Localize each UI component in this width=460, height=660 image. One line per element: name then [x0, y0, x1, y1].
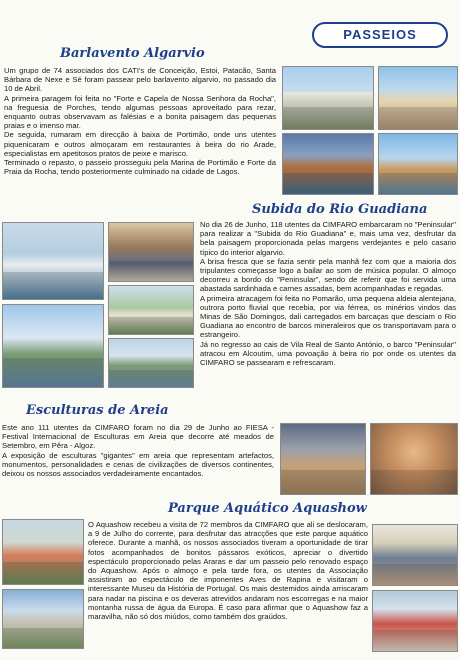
- paragraph: Este ano 111 utentes da CIMFARO foram no dia 29 de Junho ao FIESA - Festival Internacional de Esculturas em Areia que decorre até meados de Setembro, em Pêra - Algoz.: [2, 423, 274, 451]
- photo-aquashow-birds: [2, 519, 84, 585]
- section-title-barlavento: Barlavento Algarvio: [60, 46, 205, 61]
- photo-river-wide: [108, 338, 194, 388]
- paragraph: A primeira paragem foi feita no "Forte e Capela de Nossa Senhora da Rocha", na freguesia de Porches, tendo algumas pessoas aproveitado para rezar, enquanto outras observavam as falésias e a bonita paisagem das pequenas praias e o imenso mar.: [4, 93, 276, 131]
- photo-aquashow-group: [372, 590, 458, 652]
- photo-dock: [2, 304, 104, 388]
- section-title-esculturas: Esculturas de Areia: [26, 403, 169, 418]
- section-title-guadiana: Subida do Rio Guadiana: [252, 202, 428, 217]
- photo-chapel-group: [282, 66, 374, 130]
- section-title-aquashow: Parque Aquático Aquashow: [168, 501, 367, 516]
- paragraph: Terminado o repasto, o passeio prosseguiu pela Marina de Portimão e Forte da Praia da Rocha, tendo posteriormente culminado na cidade de Lagos.: [4, 158, 276, 177]
- paragraph: No dia 26 de Junho, 118 utentes da CIMFARO embarcaram no "Peninsular" para realizar a "Subida do Rio Guadiana" e, mais uma vez, desfrutar da bela paisagem proporcionada pelas margens verdejantes e pelo casario típico do interior algarvio.: [200, 220, 456, 257]
- paragraph: A exposição de esculturas "gigantes" em areia que representam artefactos, monumentos, personalidades e cenas de civilizações de diversos continentes, deixou os nossos associados verdadeiramente encantados.: [2, 450, 274, 479]
- paragraph: A primeira atracagem foi feita no Pomarão, uma pequena aldeia alentejana, outrora porto fluvial que recebia, por via férrea, os minérios vindos das Minas de São Domingos, dali carregados em barcaças que desciam o Rio Guadiana ao encontro de barcos mineraleiros que os transportavam para o estrangeiro.: [200, 293, 456, 340]
- photo-aquashow-crowd: [372, 524, 458, 586]
- section-badge: PASSEIOS: [312, 22, 448, 48]
- article-aquashow: [88, 520, 368, 658]
- photo-crowd-on-deck: [108, 222, 194, 282]
- article-esculturas: [2, 423, 274, 499]
- photo-river-boat: [2, 222, 104, 300]
- paragraph: De seguida, rumaram em direcção à baixa de Portimão, onde uns utentes piquenicaram e outros almoçaram em restaurantes à beira do rio Arade, especialistas em apetitosos pratos de peixe e marisco.: [4, 130, 276, 158]
- paragraph: Já no regresso ao cais de Vila Real de Santo António, o barco "Peninsular" atracou em Alcoutim, uma povoação à beira rio por onde os utentes da CIMFARO se passearam e refrescaram.: [200, 339, 456, 368]
- photo-cliffs: [378, 133, 458, 195]
- photo-beach: [378, 66, 458, 130]
- article-guadiana: [200, 220, 456, 398]
- photo-sand-sculpture-buddha: [370, 423, 458, 495]
- photo-aquashow-park: [2, 589, 84, 649]
- paragraph: Um grupo de 74 associados dos CATI's de Conceição, Estoi, Patacão, Santa Bárbara de Nexe e Sé foram passear pelo barlavento algarvio, no passado dia 10 de Abril.: [4, 66, 276, 94]
- article-barlavento: [4, 66, 276, 198]
- paragraph: O Aquashow recebeu a visita de 72 membros da CIMFARO que ali se deslocaram, a 9 de Julho do corrente, para desfrutar das atracções que este parque aquático oferece. Durante a manhã, os nossos associados tiveram a oportunidade de tirar fotos acompanhados de bonitos pássaros exóticos, apreciar o divertido espectáculo proporcionado pelas Araras e dar um passeio pelo renovado espaço do Aquashow. Após o almoço e pela tarde fora, os utentes da Associação assistiram ao espectáculo de imponentes Aves de Rapina e visitaram o interessante Museu da História de Portugal. Os mais destemidos ainda arriscaram para nadar na piscina e os deveras atrevidos andaram nos escorregas e na maior montanha russa de água da Europa. É caso para afirmar que o Aquashow faz a maravilha, não só dos miúdos, como também dos graúdos.: [88, 520, 368, 622]
- photo-harbor: [282, 133, 374, 195]
- photo-sand-sculpture-group: [280, 423, 366, 495]
- paragraph: A brisa fresca que se fazia sentir pela manhã fez com que a maioria dos tripulantes começasse logo a bailar ao som de música popular. O almoço decorreu a bordo do "Peninsular", sendo de referir que foi servida uma abastada sardinhada e carnes assadas, bem acompanhadas e regadas.: [200, 256, 456, 294]
- photo-village: [108, 285, 194, 335]
